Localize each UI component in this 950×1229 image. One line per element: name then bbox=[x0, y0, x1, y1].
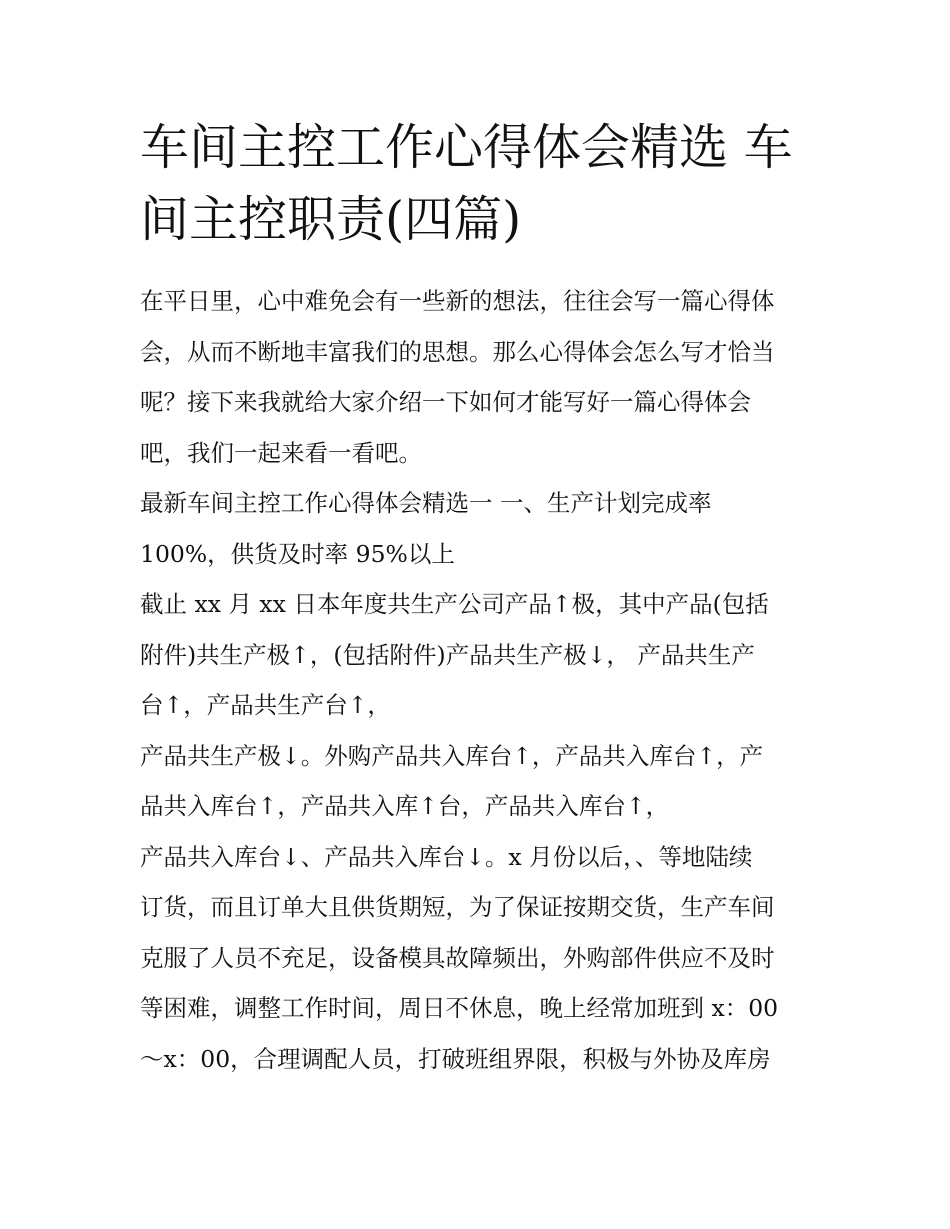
body-line-13: 订货，而且订单大且供货期短，为了保证按期交货，生产车间 bbox=[140, 893, 775, 921]
body-line-15: 等困难，调整工作时间，周日不休息，晚上经常加班到 x：00 bbox=[140, 994, 779, 1022]
body-line-1: 在平日里，心中难免会有一些新的想法，往往会写一篇心得体 bbox=[140, 287, 775, 315]
body-line-3: 呢？接下来我就给大家介绍一下如何才能写好一篇心得体会 bbox=[140, 388, 751, 416]
body-line-8: 附件)共生产极↑，(包括附件)产品共生产极↓， 产品共生产 bbox=[140, 641, 755, 669]
body-line-2: 会，从而不断地丰富我们的思想。那么心得体会怎么写才恰当 bbox=[140, 338, 775, 366]
body-line-11: 品共入库台↑，产品共入库↑台，产品共入库台↑， bbox=[140, 792, 670, 820]
document-title: 车间主控工作心得体会精选 车间主控职责(四篇) bbox=[140, 119, 793, 248]
body-line-12: 产品共入库台↓、产品共入库台↓。x 月份以后，、等地陆续 bbox=[140, 843, 753, 871]
body-line-7: 截止 xx 月 xx 日本年度共生产公司产品↑极，其中产品(包括 bbox=[140, 590, 769, 618]
body-line-9: 台↑，产品共生产台↑， bbox=[140, 691, 391, 719]
body-line-6: 100%，供货及时率 95%以上 bbox=[140, 540, 455, 568]
body-line-14: 克服了人员不充足，设备模具故障频出，外购部件供应不及时 bbox=[140, 944, 775, 972]
body-line-16: ～x：00，合理调配人员，打破班组界限，积极与外协及库房 bbox=[140, 1045, 771, 1073]
body-line-10: 产品共生产极↓。外购产品共入库台↑，产品共入库台↑，产 bbox=[140, 742, 764, 770]
body-line-5: 最新车间主控工作心得体会精选一 一、生产计划完成率 bbox=[140, 489, 712, 517]
body-line-4: 吧，我们一起来看一看吧。 bbox=[140, 439, 422, 467]
